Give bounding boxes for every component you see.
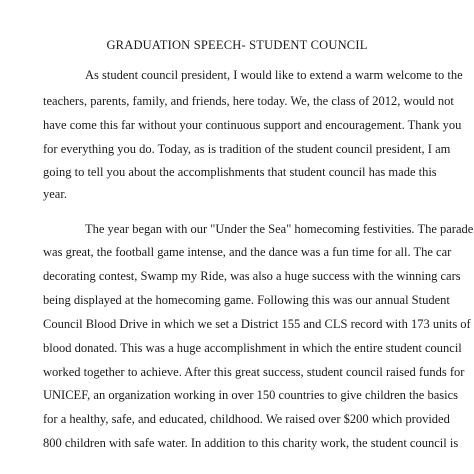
- paragraph-2-line-4: being displayed at the homecoming game. Following this was our annual Student: [43, 293, 450, 307]
- paragraph-2-line-5: Council Blood Drive in which we set a District 155 and CLS record with 173 units of: [43, 317, 471, 331]
- paragraph-2-line-3: decorating contest, Swamp my Ride, was also a huge success with the winning cars: [43, 269, 461, 283]
- paragraph-1-line-1: As student council president, I would like to extend a warm welcome to the: [85, 68, 463, 82]
- paragraph-1-line-4: for everything you do. Today, as is tradition of the student council president, I am: [43, 142, 451, 156]
- paragraph-2-line-2: was great, the football game intense, and the dance was a fun time for all. The car: [43, 245, 452, 259]
- paragraph-2-line-9: for a healthy, safe, and educated, childhood. We raised over $200 which provided: [43, 412, 450, 426]
- paragraph-1-line-6: year.: [43, 187, 67, 201]
- paragraph-1-line-2: teachers, parents, family, and friends, here today. We, the class of 2012, would not: [43, 94, 454, 108]
- paragraph-2-line-8: UNICEF, an organization working in over 150 countries to give children the basics: [43, 388, 458, 402]
- paragraph-1-line-5: going to tell you about the accomplishments that student council has made this: [43, 165, 437, 179]
- document-title: GRADUATION SPEECH- STUDENT COUNCIL: [106, 38, 368, 52]
- paragraph-2-line-7: worked together to achieve. After this great success, student council raised funds for: [43, 365, 465, 379]
- paragraph-2-line-6: blood donated. This was a huge accomplishment in which the entire student council: [43, 341, 462, 355]
- paragraph-2-line-1: The year began with our "Under the Sea" homecoming festivities. The parade: [85, 222, 474, 236]
- paragraph-2-line-10: 800 children with safe water. In addition to this charity work, the student council is: [43, 436, 459, 450]
- paragraph-1-line-3: have come this far without your continuous support and encouragement. Thank you: [43, 118, 462, 132]
